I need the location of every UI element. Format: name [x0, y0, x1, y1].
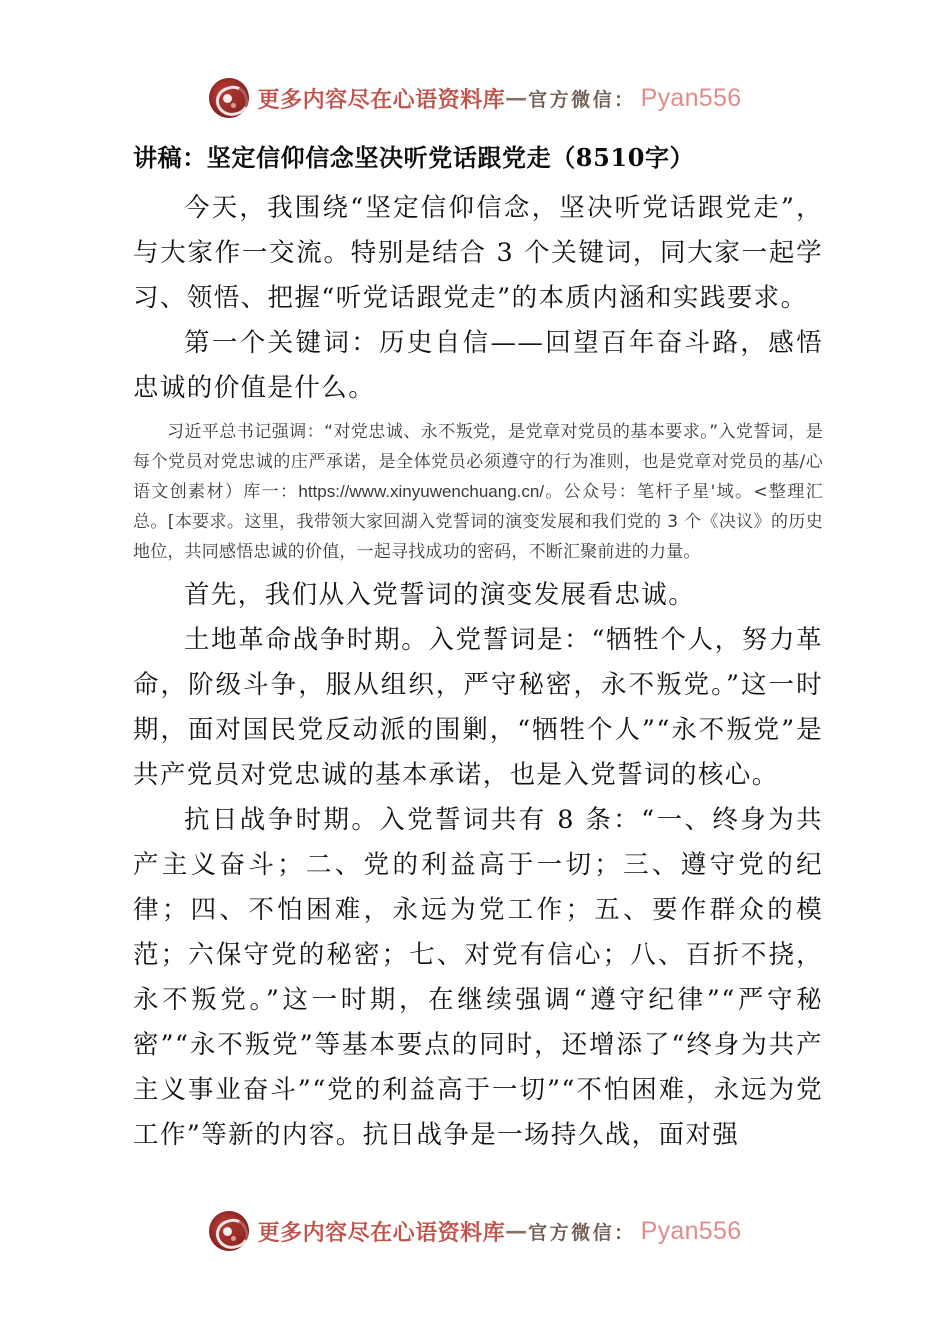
watermark-main-text: 更多内容尽在心语资料库	[257, 1219, 506, 1246]
page-title: 讲稿：坚定信仰信念坚决听党话跟党走（8510字）	[133, 143, 695, 172]
source-url: https://www.xinyuwenchuang.cn/	[298, 482, 545, 501]
paragraph-intro: 今天，我围绕“坚定信仰信念，坚决听党话跟党走”，与大家作一交流。特别是结合 3 个关键词，同大家一起学习、领悟、把握“听党话跟党走”的本质内涵和实践要求。	[133, 193, 823, 313]
note-text-after-url: 。公众号：笔杆子星'域。<整理汇总。[本要求。这里，我带领大家回湖入党誓词的演变发展和我们党的 3 个《决议》的历史地位，共同感悟忠诚的价值，一起寻找成功的密码，不断汇聚前进的力量。	[133, 482, 823, 562]
watermark-wechat-id: Pyan556	[640, 1216, 742, 1245]
note-text-before-url: 习近平总书记强调：“对党忠诚、永不叛党，是党章对党员的基本要求。”入党誓词，是每个党员对党忠诚的庄严承诺，是全体党员必须遵守的行为准则，也是党章对党员的基/心语文创素材）库一：	[133, 422, 823, 502]
watermark-dash: —	[505, 85, 528, 111]
header-watermark	[0, 78, 950, 118]
watermark-dash: —	[505, 1218, 528, 1244]
seal-logo-icon	[209, 78, 249, 118]
footer-watermark	[0, 1211, 950, 1251]
paragraph-agrarian-revolution: 土地革命战争时期。入党誓词是：“牺牲个人，努力革命，阶级斗争，服从组织，严守秘密，永不叛党。”这一时期，面对国民党反动派的围剿，“牺牲个人”“永不叛党”是共产党员对党忠诚的基本承诺，也是入党誓词的核心。	[133, 625, 823, 790]
paragraph-firstly: 首先，我们从入党誓词的演变发展看忠诚。	[184, 580, 696, 610]
watermark-main-text: 更多内容尽在心语资料库	[257, 86, 506, 113]
seal-logo-icon	[209, 1211, 249, 1251]
paragraph-anti-japanese-war: 抗日战争时期。入党誓词共有 8 条：“一、终身为共产主义奋斗；二、党的利益高于一切；三、遵守党的纪律；四、不怕困难，永远为党工作；五、要作群众的模范；六保守党的秘密；七、对党有信心；八、百折不挠，永不叛党。”这一时期，在继续强调“遵守纪律”“严守秘密”“永不叛党”等基本要点的同时，还增添了“终身为共产主义事业奋斗”“党的利益高于一切”“不怕困难，永远为党工作”等新的内容。抗日战争是一场持久战，面对强	[133, 805, 823, 1150]
watermark-sub-text: 官方微信：	[528, 88, 636, 111]
watermark-wechat-id: Pyan556	[640, 83, 742, 112]
paragraph-inserted-note	[133, 417, 823, 567]
document-body	[133, 138, 823, 1158]
watermark-sub-text: 官方微信：	[528, 1221, 636, 1244]
paragraph-keyword-one: 第一个关键词：历史自信——回望百年奋斗路，感悟忠诚的价值是什么。	[133, 328, 823, 403]
